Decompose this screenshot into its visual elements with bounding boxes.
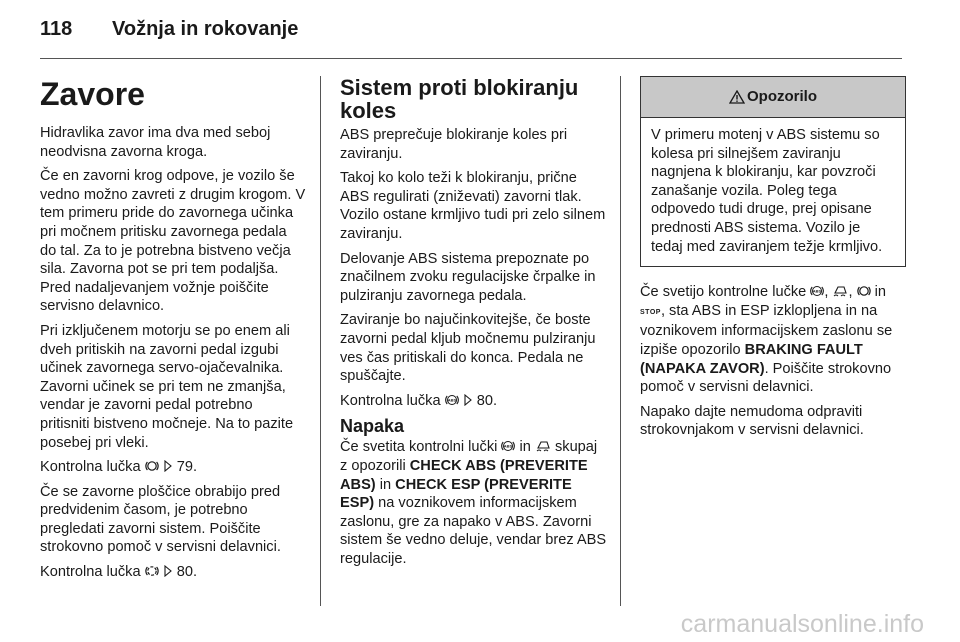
- abs-icon: [501, 439, 515, 453]
- column-divider-2: [620, 76, 621, 606]
- paragraph: Če en zavorni krog odpove, je vozilo še vedno možno zavreti z drugim krogom. V tem primeru pride do zavornega učinka pri močnem pritisku zavornega pedala do tal. Za to je potrebna bistveno večja sila. Zavorna pot se pri tem podaljša. Pred nadaljevanjem vožnje poiščite servisno delavnico.: [40, 168, 306, 315]
- brake-warning-icon: [857, 284, 871, 298]
- page-title: Vožnja in rokovanje: [112, 18, 299, 40]
- brake-warning-icon: [145, 459, 159, 473]
- paragraph: Zaviranje bo najučinkovitejše, če boste zavorni pedal kljub močnemu pulziranju ves čas pritiskali do konca. Pedala ne spuščajte.: [340, 312, 596, 385]
- paragraph: ABS preprečuje blokiranje koles pri zaviranju.: [340, 127, 568, 162]
- column-warning: [640, 76, 906, 446]
- warning-header: [641, 77, 905, 118]
- subheading-fault: Napaka: [340, 416, 405, 437]
- header-divider: [40, 58, 902, 59]
- svg-text:ABS: ABS: [447, 397, 456, 403]
- paragraph: Če se zavorne ploščice obrabijo pred predvidenim časom, je potrebno pregledati zavorni sistem. Poiščite strokovno pomoč v servisni delavnici.: [40, 483, 281, 556]
- page-number: 118: [40, 18, 73, 40]
- warning-title: Opozorilo: [747, 87, 817, 105]
- warning-box: [640, 76, 906, 267]
- paragraph: Napako dajte nemudoma odpraviti strokovnjakom v servisni delavnici.: [640, 403, 864, 439]
- paragraph: Hidravlika zavor ima dva med seboj neodvisna zavorna kroga.: [40, 125, 271, 160]
- brake-pad-wear-icon: [145, 564, 159, 578]
- paragraph: Takoj ko kolo teži k blokiranju, prične ABS regulirati (zniževati) zavorni tlak. Vozilo ostane krmljivo tudi pri zelo silnem zaviranju.: [340, 170, 606, 242]
- section-heading-brakes: Zavore: [40, 76, 145, 112]
- watermark: carmanualsonline.info: [680, 610, 924, 638]
- page-reference-icon: [463, 394, 473, 406]
- page-reference-icon: [163, 565, 173, 577]
- paragraph: Delovanje ABS sistema prepoznate po značilnem zvoku regulacijske črpalke in pulziranju zavornega pedala.: [340, 250, 596, 304]
- column-abs: [340, 76, 608, 574]
- section-heading-abs: Sistem proti blokiranju koles: [340, 75, 579, 123]
- paragraph-reference: Kontrolna lučka 80.: [40, 564, 198, 581]
- paragraph: Če svetita kontrolni lučki ABS in skupaj z opozorili CHECK ABS (PREVERITE ABS) in CHECK ESP (PREVERITE ESP) na voznikovem informacijskem zaslonu, gre za napako v ABS. Zavorni sistem še vedno deluje, vendar brez ABS regulacije.: [340, 439, 607, 567]
- svg-text:ABS: ABS: [813, 288, 822, 294]
- page-reference-icon: [163, 460, 173, 472]
- stop-icon: STOP: [640, 308, 661, 316]
- svg-text:ABS: ABS: [504, 444, 513, 450]
- column-divider-1: [320, 76, 321, 606]
- paragraph: Če svetijo kontrolne lučke ABS , , in STOP, sta ABS in ESP izklopljena in na voznikovem informacijskem zaslonu se izpiše opozorilo BRAKING FAULT (NAPAKA ZAVOR). Poiščite strokovno pomoč v servisni delavnici.: [640, 284, 893, 396]
- paragraph-reference: Kontrolna lučka 79.: [40, 459, 198, 476]
- warning-text: V primeru motenj v ABS sistemu so kolesa pri silnejšem zaviranju nagnjena k blokiranju, kar povzroči zanašanje vozila. Poleg tega odpovedo tudi druge, prej opisane prednosti ABS sistema. Vozilo je tedaj med zaviranjem težje krmljivo.: [651, 127, 883, 255]
- column-brakes: [40, 76, 306, 588]
- esp-skid-icon: [535, 439, 551, 453]
- warning-triangle-icon: [729, 90, 745, 104]
- abs-icon: [445, 393, 459, 407]
- esp-skid-icon: [832, 284, 848, 298]
- abs-icon: [810, 284, 824, 298]
- paragraph: Pri izključenem motorju se po enem ali dveh pritiskih na zavorni pedal izgubi učinek zavornega servo-ojačevalnika. Zavorni učinek se pri tem ne zmanjša, vendar je zavorni pedal potrebno pritisniti bistveno močneje. Na to pazite posebej pri vleki.: [40, 322, 294, 451]
- paragraph-reference: Kontrolna lučka ABS 80.: [340, 392, 498, 409]
